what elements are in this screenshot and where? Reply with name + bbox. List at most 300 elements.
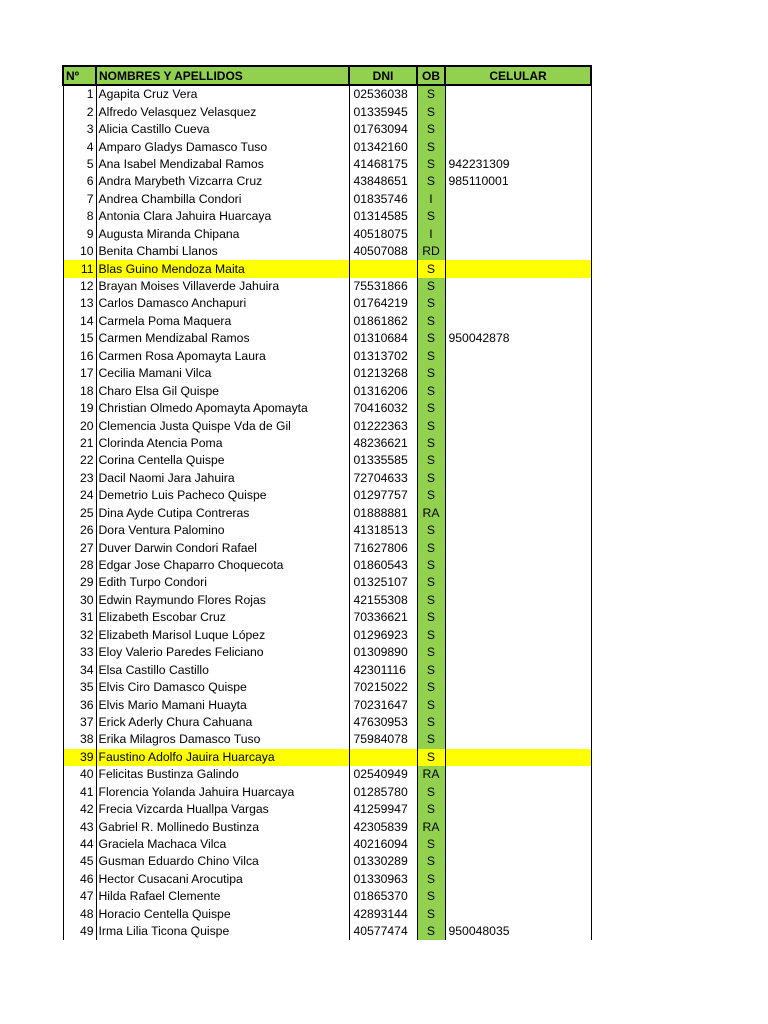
celular-cell [445,191,591,208]
celular-cell [445,400,591,417]
name-cell: Florencia Yolanda Jahuira Huarcaya [96,784,349,801]
ob-cell: S [417,661,445,678]
name-cell: Dacil Naomi Jara Jahuira [96,470,349,487]
name-cell: Andra Marybeth Vizcarra Cruz [96,173,349,190]
name-cell: Dina Ayde Cutipa Contreras [96,505,349,522]
ob-cell: S [417,85,445,103]
ob-cell: S [417,417,445,434]
row-number-cell: 5 [63,156,96,173]
ob-cell: S [417,923,445,940]
table-row [63,400,591,417]
celular-cell [445,278,591,295]
ob-cell: S [417,714,445,731]
row-number-cell: 46 [63,871,96,888]
ob-cell: S [417,348,445,365]
row-number-cell: 24 [63,487,96,504]
celular-cell [445,661,591,678]
name-cell: Dora Ventura Palomino [96,522,349,539]
celular-cell [445,888,591,905]
table-row [63,295,591,312]
dni-cell [349,260,417,277]
table-row [63,644,591,661]
name-cell: Clorinda Atencia Poma [96,435,349,452]
name-cell: Faustino Adolfo Jauira Huarcaya [96,749,349,766]
ob-cell: RA [417,818,445,835]
dni-cell: 01888881 [349,505,417,522]
name-cell: Carlos Damasco Anchapuri [96,295,349,312]
table-row [63,452,591,469]
table-row [63,260,591,277]
dni-cell: 75984078 [349,731,417,748]
row-number-cell: 18 [63,382,96,399]
table-row [63,103,591,120]
ob-cell: S [417,801,445,818]
dni-cell: 01296923 [349,627,417,644]
ob-cell: S [417,731,445,748]
table-row [63,679,591,696]
celular-cell [445,644,591,661]
table-row [63,313,591,330]
header-dni: DNI [349,66,417,85]
row-number-cell: 44 [63,836,96,853]
row-number-cell: 32 [63,627,96,644]
ob-cell: S [417,871,445,888]
row-number-cell: 49 [63,923,96,940]
name-cell: Eloy Valerio Paredes Feliciano [96,644,349,661]
name-cell: Elizabeth Marisol Luque López [96,627,349,644]
row-number-cell: 26 [63,522,96,539]
table-row [63,696,591,713]
ob-cell: S [417,906,445,923]
row-number-cell: 30 [63,592,96,609]
ob-cell: S [417,295,445,312]
ob-cell: S [417,592,445,609]
dni-cell: 01314585 [349,208,417,225]
ob-cell: S [417,365,445,382]
dni-cell: 01309890 [349,644,417,661]
celular-cell [445,871,591,888]
row-number-cell: 25 [63,505,96,522]
ob-cell: S [417,452,445,469]
celular-cell [445,853,591,870]
dni-cell: 01861862 [349,313,417,330]
celular-cell [445,313,591,330]
table-row [63,191,591,208]
table-row [63,749,591,766]
ob-cell: S [417,278,445,295]
table-row [63,714,591,731]
celular-cell [445,243,591,260]
row-number-cell: 40 [63,766,96,783]
dni-cell: 01335585 [349,452,417,469]
ob-cell: S [417,121,445,138]
name-cell: Edgar Jose Chaparro Choquecota [96,557,349,574]
row-number-cell: 12 [63,278,96,295]
row-number-cell: 27 [63,539,96,556]
celular-cell [445,85,591,103]
name-cell: Demetrio Luis Pacheco Quispe [96,487,349,504]
ob-cell: S [417,853,445,870]
row-number-cell: 33 [63,644,96,661]
ob-cell: S [417,156,445,173]
row-number-cell: 6 [63,173,96,190]
table-row [63,382,591,399]
dni-cell: 01310684 [349,330,417,347]
table-row [63,836,591,853]
row-number-cell: 47 [63,888,96,905]
row-number-cell: 4 [63,138,96,155]
table-row [63,627,591,644]
ob-cell: S [417,208,445,225]
celular-cell [445,818,591,835]
dni-cell: 02540949 [349,766,417,783]
celular-cell [445,731,591,748]
table-row [63,487,591,504]
ob-cell: S [417,103,445,120]
row-number-cell: 37 [63,714,96,731]
attendee-table [62,65,592,940]
ob-cell: RA [417,766,445,783]
name-cell: Ana Isabel Mendizabal Ramos [96,156,349,173]
celular-cell: 985110001 [445,173,591,190]
ob-cell: S [417,539,445,556]
dni-cell: 47630953 [349,714,417,731]
celular-cell [445,365,591,382]
dni-cell: 42155308 [349,592,417,609]
ob-cell: S [417,260,445,277]
dni-cell: 01764219 [349,295,417,312]
table-row [63,539,591,556]
name-cell: Edith Turpo Condori [96,574,349,591]
table-row [63,818,591,835]
row-number-cell: 1 [63,85,96,103]
row-number-cell: 9 [63,226,96,243]
ob-cell: S [417,557,445,574]
table-row [63,121,591,138]
ob-cell: S [417,627,445,644]
table-row [63,208,591,225]
ob-cell: S [417,784,445,801]
header-ob: OB [417,66,445,85]
row-number-cell: 11 [63,260,96,277]
name-cell: Corina Centella Quispe [96,452,349,469]
name-cell: Elizabeth Escobar Cruz [96,609,349,626]
table-row [63,278,591,295]
header-number: Nº [63,66,96,85]
name-cell: Carmen Rosa Apomayta Laura [96,348,349,365]
celular-cell [445,592,591,609]
ob-cell: S [417,435,445,452]
header-name: NOMBRES Y APELLIDOS [96,66,349,85]
table-row [63,574,591,591]
name-cell: Irma Lilia Ticona Quispe [96,923,349,940]
name-cell: Elvis Ciro Damasco Quispe [96,679,349,696]
name-cell: Gusman Eduardo Chino Vilca [96,853,349,870]
row-number-cell: 21 [63,435,96,452]
table-row [63,923,591,940]
ob-cell: S [417,400,445,417]
ob-cell: S [417,574,445,591]
dni-cell: 70416032 [349,400,417,417]
row-number-cell: 28 [63,557,96,574]
celular-cell [445,784,591,801]
name-cell: Benita Chambi Llanos [96,243,349,260]
ob-cell: S [417,644,445,661]
celular-cell [445,749,591,766]
row-number-cell: 20 [63,417,96,434]
dni-cell: 01325107 [349,574,417,591]
row-number-cell: 48 [63,906,96,923]
dni-cell: 01313702 [349,348,417,365]
row-number-cell: 17 [63,365,96,382]
dni-cell: 71627806 [349,539,417,556]
celular-cell [445,452,591,469]
table-row [63,801,591,818]
celular-cell [445,557,591,574]
celular-cell [445,766,591,783]
dni-cell: 40216094 [349,836,417,853]
row-number-cell: 43 [63,818,96,835]
name-cell: Clemencia Justa Quispe Vda de Gil [96,417,349,434]
name-cell: Graciela Machaca Vilca [96,836,349,853]
celular-cell [445,295,591,312]
dni-cell: 40507088 [349,243,417,260]
table-row [63,609,591,626]
ob-cell: RA [417,505,445,522]
dni-cell: 01285780 [349,784,417,801]
celular-cell [445,679,591,696]
ob-cell: S [417,138,445,155]
name-cell: Carmela Poma Maquera [96,313,349,330]
row-number-cell: 15 [63,330,96,347]
table-row [63,522,591,539]
name-cell: Carmen Mendizabal Ramos [96,330,349,347]
ob-cell: S [417,522,445,539]
name-cell: Duver Darwin Condori Rafael [96,539,349,556]
celular-cell [445,801,591,818]
row-number-cell: 42 [63,801,96,818]
dni-cell: 01763094 [349,121,417,138]
row-number-cell: 14 [63,313,96,330]
celular-cell [445,138,591,155]
table-row [63,330,591,347]
row-number-cell: 41 [63,784,96,801]
row-number-cell: 2 [63,103,96,120]
celular-cell [445,522,591,539]
row-number-cell: 8 [63,208,96,225]
celular-cell [445,714,591,731]
row-number-cell: 19 [63,400,96,417]
ob-cell: S [417,836,445,853]
ob-cell: S [417,888,445,905]
ob-cell: S [417,173,445,190]
table-row [63,871,591,888]
dni-cell: 75531866 [349,278,417,295]
celular-cell [445,103,591,120]
dni-cell: 01342160 [349,138,417,155]
table-row [63,731,591,748]
table-row [63,853,591,870]
dni-cell: 01865370 [349,888,417,905]
dni-cell: 01860543 [349,557,417,574]
name-cell: Augusta Miranda Chipana [96,226,349,243]
dni-cell: 40518075 [349,226,417,243]
ob-cell: S [417,749,445,766]
celular-cell [445,539,591,556]
table-row [63,661,591,678]
name-cell: Brayan Moises Villaverde Jahuira [96,278,349,295]
table-row [63,85,591,103]
name-cell: Gabriel R. Mollinedo Bustinza [96,818,349,835]
dni-cell: 41318513 [349,522,417,539]
name-cell: Charo Elsa Gil Quispe [96,382,349,399]
row-number-cell: 13 [63,295,96,312]
table-row [63,417,591,434]
table-row [63,557,591,574]
celular-cell [445,906,591,923]
table-row [63,348,591,365]
dni-cell: 01213268 [349,365,417,382]
name-cell: Hector Cusacani Arocutipa [96,871,349,888]
row-number-cell: 35 [63,679,96,696]
table-row [63,156,591,173]
name-cell: Antonia Clara Jahuira Huarcaya [96,208,349,225]
table-row [63,766,591,783]
table-row [63,592,591,609]
dni-cell: 70215022 [349,679,417,696]
celular-cell [445,208,591,225]
celular-cell [445,505,591,522]
name-cell: Erika Milagros Damasco Tuso [96,731,349,748]
celular-cell [445,226,591,243]
header-celular: CELULAR [445,66,591,85]
ob-cell: S [417,313,445,330]
row-number-cell: 10 [63,243,96,260]
dni-cell: 41259947 [349,801,417,818]
name-cell: Frecia Vizcarda Huallpa Vargas [96,801,349,818]
ob-cell: S [417,696,445,713]
dni-cell: 42305839 [349,818,417,835]
celular-cell [445,574,591,591]
ob-cell: S [417,609,445,626]
ob-cell: S [417,470,445,487]
celular-cell [445,417,591,434]
celular-cell [445,627,591,644]
ob-cell: I [417,191,445,208]
name-cell: Horacio Centella Quispe [96,906,349,923]
table-row [63,888,591,905]
celular-cell [445,382,591,399]
ob-cell: I [417,226,445,243]
header-row [63,66,591,85]
ob-cell: RD [417,243,445,260]
dni-cell: 01330963 [349,871,417,888]
dni-cell: 42301116 [349,661,417,678]
table-row [63,906,591,923]
name-cell: Andrea Chambilla Condori [96,191,349,208]
table-row [63,226,591,243]
table-row [63,784,591,801]
name-cell: Felicitas Bustinza Galindo [96,766,349,783]
ob-cell: S [417,330,445,347]
celular-cell [445,348,591,365]
celular-cell [445,435,591,452]
dni-cell: 02536038 [349,85,417,103]
dni-cell: 42893144 [349,906,417,923]
row-number-cell: 39 [63,749,96,766]
celular-cell: 950048035 [445,923,591,940]
name-cell: Alfredo Velasquez Velasquez [96,103,349,120]
row-number-cell: 36 [63,696,96,713]
celular-cell [445,609,591,626]
ob-cell: S [417,679,445,696]
row-number-cell: 34 [63,661,96,678]
dni-cell: 48236621 [349,435,417,452]
dni-cell: 01330289 [349,853,417,870]
table-row [63,243,591,260]
celular-cell: 942231309 [445,156,591,173]
name-cell: Edwin Raymundo Flores Rojas [96,592,349,609]
table-row [63,435,591,452]
celular-cell [445,696,591,713]
table-row [63,470,591,487]
name-cell: Cecilia Mamani Vilca [96,365,349,382]
name-cell: Alicia Castillo Cueva [96,121,349,138]
ob-cell: S [417,487,445,504]
dni-cell: 01222363 [349,417,417,434]
dni-cell: 01316206 [349,382,417,399]
row-number-cell: 29 [63,574,96,591]
row-number-cell: 45 [63,853,96,870]
dni-cell: 41468175 [349,156,417,173]
celular-cell [445,260,591,277]
name-cell: Erick Aderly Chura Cahuana [96,714,349,731]
row-number-cell: 23 [63,470,96,487]
dni-cell: 70231647 [349,696,417,713]
table-row [63,173,591,190]
dni-cell: 43848651 [349,173,417,190]
table-body [63,85,591,940]
name-cell: Hilda Rafael Clemente [96,888,349,905]
celular-cell [445,121,591,138]
dni-cell: 70336621 [349,609,417,626]
row-number-cell: 7 [63,191,96,208]
row-number-cell: 16 [63,348,96,365]
row-number-cell: 31 [63,609,96,626]
ob-cell: S [417,382,445,399]
row-number-cell: 38 [63,731,96,748]
name-cell: Elsa Castillo Castillo [96,661,349,678]
row-number-cell: 3 [63,121,96,138]
dni-cell [349,749,417,766]
dni-cell: 01835746 [349,191,417,208]
row-number-cell: 22 [63,452,96,469]
table-row [63,138,591,155]
table-row [63,365,591,382]
name-cell: Blas Guino Mendoza Maita [96,260,349,277]
name-cell: Amparo Gladys Damasco Tuso [96,138,349,155]
name-cell: Elvis Mario Mamani Huayta [96,696,349,713]
name-cell: Christian Olmedo Apomayta Apomayta [96,400,349,417]
table-row [63,505,591,522]
celular-cell [445,470,591,487]
dni-cell: 72704633 [349,470,417,487]
celular-cell [445,836,591,853]
celular-cell: 950042878 [445,330,591,347]
dni-cell: 40577474 [349,923,417,940]
name-cell: Agapita Cruz Vera [96,85,349,103]
dni-cell: 01335945 [349,103,417,120]
